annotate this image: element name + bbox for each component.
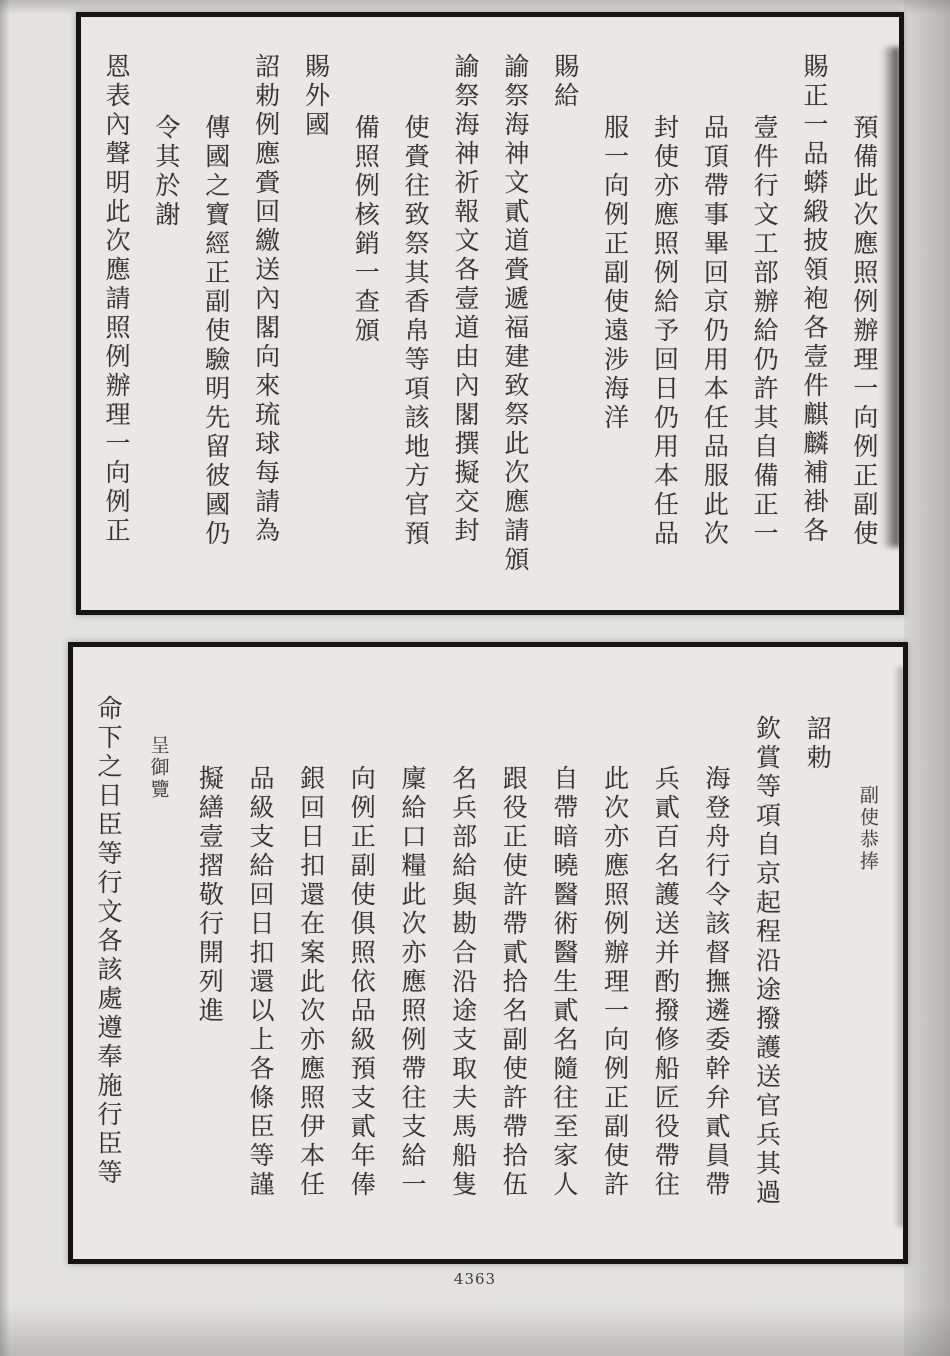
text-column: 使賫往致祭其香帛等項該地方官預 (401, 114, 431, 549)
text-column: 恩表內聲明此次應請照例辦理一向例正 (102, 53, 131, 546)
text-column: 命下之日臣等行文各該處遵奉施行臣等 (94, 695, 123, 1188)
text-column: 賜給 (550, 53, 580, 111)
text-column: 擬繕壹摺敬行開列進 (195, 765, 225, 1026)
page-number: 4363 (453, 1270, 497, 1288)
text-column: 名兵部給與勘合沿途支取夫馬船隻 (448, 765, 478, 1200)
text-column: 兵貳百名護送并酌撥修船匠役帶往 (651, 765, 681, 1200)
text-column: 諭祭海神文貳道賫遞福建致祭此次應請頒 (500, 53, 530, 575)
text-column: 品頂帶事畢回京仍用本任品服此次 (700, 114, 730, 549)
scan-shadow-right-edge (904, 0, 950, 1356)
text-column: 預備此次應照例辦理一向例正副使 (849, 114, 879, 549)
manuscript-frame-bottom (68, 642, 908, 1264)
text-column: 廩給口糧此次亦應照例帶往支給一 (397, 765, 427, 1200)
scan-shadow-bottom-edge (0, 1306, 950, 1356)
text-column: 向例正副使俱照依品級預支貳年俸 (347, 765, 377, 1200)
text-column: 欽賞等項自京起程沿途撥護送官兵其過 (752, 715, 782, 1208)
text-column: 賜正一品蟒緞披領袍各壹件麒麟補褂各 (800, 53, 830, 546)
text-column: 諭祭海神祈報文各壹道由內閣撰擬交封 (451, 53, 481, 546)
text-column: 備照例核銷一查頒 (351, 114, 381, 346)
text-column: 壹件行文工部辦給仍許其自備正一 (750, 114, 780, 549)
text-columns-top (81, 17, 899, 610)
text-column: 自帶暗曉醫術醫生貳名隨往至家人 (549, 765, 579, 1200)
text-column: 副使恭捧 (856, 785, 879, 873)
manuscript-frame-top (76, 12, 904, 615)
text-column: 詔勅 (803, 715, 833, 773)
text-column: 跟役正使許帶貳拾名副使許帶拾伍 (499, 765, 529, 1200)
text-columns-bottom (73, 647, 903, 1259)
text-column: 封使亦應照例給予回日仍用本任品 (650, 114, 680, 549)
text-column: 詔勅例應賫回繳送內閣向來琉球每請為 (251, 53, 281, 546)
text-column: 此次亦應照例辦理一向例正副使許 (600, 765, 630, 1200)
text-column: 品級支給回日扣還以上各條臣等謹 (245, 765, 275, 1200)
scan-shadow-left-edge (0, 0, 10, 1356)
text-column: 傳國之寶經正副使驗明先留彼國仍 (201, 114, 231, 549)
text-column: 海登舟行令該督撫遴委幹弁貳員帶 (701, 765, 731, 1200)
text-column: 銀回日扣還在案此次亦應照伊本任 (296, 765, 326, 1200)
text-column: 呈御覽 (147, 735, 170, 801)
text-column: 賜外國 (301, 53, 331, 140)
text-column: 服一向例正副使遠涉海洋 (600, 114, 630, 433)
text-column: 令其於謝 (151, 114, 181, 230)
